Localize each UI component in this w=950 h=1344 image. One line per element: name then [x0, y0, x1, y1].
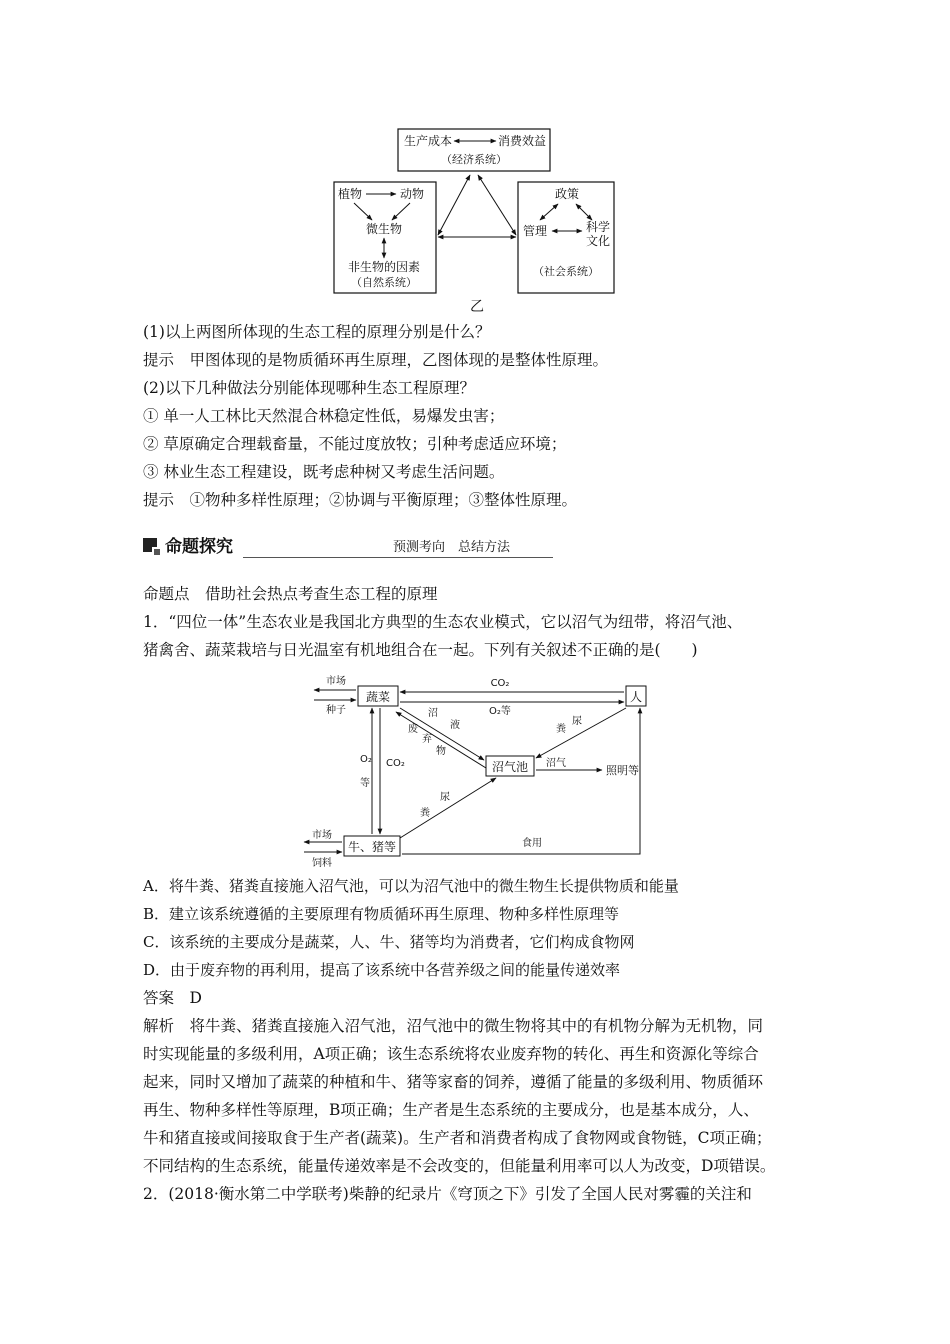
eat-label: 食用 — [522, 838, 542, 849]
consumption-benefit: 消费效益 — [498, 134, 547, 148]
policy: 政策 — [554, 187, 580, 201]
analysis-line-1: 解析 将牛粪、猪粪直接施入沼气池，沼气池中的微生物将其中的有机物分解为无机物，同 — [143, 1017, 764, 1035]
q2-item1: ① 单一人工林比天然混合林稳定性低，易爆发虫害； — [143, 407, 505, 425]
fei-char: 废 — [408, 724, 418, 735]
livestock-niao-char: 尿 — [440, 792, 450, 803]
market-bottom: 市场 — [312, 830, 332, 841]
section-heading — [143, 536, 553, 560]
social-system-label: （社会系统） — [533, 265, 599, 278]
q2-item2: ② 草原确定合理载畜量，不能过度放牧；引种考虑适应环境； — [143, 435, 567, 453]
market-top: 市场 — [326, 676, 346, 687]
biogas-gas: 沼气 — [546, 758, 566, 769]
culture: 文化 — [586, 234, 611, 248]
option-c: C．该系统的主要成分是蔬菜，人、牛、猪等均为消费者，它们构成食物网 — [143, 933, 635, 951]
question1-line2: 猪禽舍、蔬菜栽培与日光温室有机地组合在一起。下列有关叙述不正确的是( ) — [143, 641, 698, 659]
livestock-label: 牛、猪等 — [347, 840, 397, 854]
human-fen-char: 粪 — [556, 724, 566, 735]
option-b: B．建立该系统遵循的主要原理有物质循环再生原理、物种多样性原理等 — [143, 905, 620, 923]
science: 科学 — [586, 220, 611, 234]
co2-vertical: CO₂ — [386, 758, 405, 769]
deng-vertical: 等 — [360, 778, 370, 789]
option-a: A．将牛粪、猪粪直接施入沼气池，可以为沼气池中的微生物生长提供物质和能量 — [143, 877, 679, 895]
analysis-line-4: 再生、物种多样性等原理，B项正确；生产者是生态系统的主要成分，也是基本成分，人、 — [143, 1101, 759, 1119]
answer: 答案 D — [143, 989, 202, 1007]
o2-top: O₂等 — [489, 706, 511, 717]
q1-hint: 提示 甲图体现的是物质循环再生原理，乙图体现的是整体性原理。 — [143, 351, 609, 369]
microbe: 微生物 — [365, 222, 403, 236]
topic-line: 命题点 借助社会热点考查生态工程的原理 — [143, 585, 438, 603]
production-cost: 生产成本 — [404, 134, 453, 148]
q2-item3: ③ 林业生态工程建设，既考虑种树又考虑生活问题。 — [143, 463, 505, 481]
diagram-yi — [330, 125, 620, 315]
zhao-char: 沼 — [428, 708, 438, 719]
human-label: 人 — [629, 690, 643, 704]
feed: 饲料 — [312, 858, 332, 869]
livestock-fen-char: 粪 — [420, 808, 430, 819]
abiotic-factor: 非生物的因素 — [347, 260, 421, 274]
analysis-line-6: 不同结构的生态系统，能量传递效率是不会改变的，但能量利用率可以人为改变，D项错误。 — [143, 1157, 776, 1175]
wu-char: 物 — [436, 746, 446, 757]
vegetable-label: 蔬菜 — [365, 690, 391, 704]
ye-char: 液 — [450, 720, 460, 731]
plant: 植物 — [338, 187, 363, 201]
section-subtitle: 预测考向 总结方法 — [393, 540, 511, 555]
human-niao-char: 尿 — [572, 716, 582, 727]
co2-top: CO₂ — [490, 678, 510, 689]
section-marker-icon — [143, 538, 161, 556]
four-in-one-diagram — [300, 670, 660, 870]
section-rule — [243, 557, 553, 558]
lighting: 照明等 — [606, 764, 639, 777]
option-d: D．由于废弃物的再利用，提高了该系统中各营养级之间的能量传递效率 — [143, 961, 621, 979]
natural-system-label: （自然系统） — [351, 276, 417, 289]
diagram-caption: 乙 — [470, 299, 484, 315]
section-title: 命题探究 — [165, 537, 233, 557]
o2-vertical: O₂ — [360, 754, 372, 765]
question2-line1: 2．(2018·衡水第二中学联考)柴静的纪录片《穹顶之下》引发了全国人民对雾霾的关注和 — [143, 1185, 752, 1203]
question1-line1: 1．“四位一体”生态农业是我国北方典型的生态农业模式，它以沼气为纽带，将沼气池、 — [143, 613, 743, 631]
q2-hint: 提示 ①物种多样性原理；②协调与平衡原理；③整体性原理。 — [143, 491, 578, 509]
animal: 动物 — [400, 187, 425, 201]
qi-char: 弃 — [422, 734, 432, 745]
economic-system-label: （经济系统） — [441, 153, 507, 166]
q2-question: (2)以下几种做法分别能体现哪种生态工程原理？ — [143, 379, 475, 397]
management: 管理 — [523, 224, 548, 238]
biogas-label: 沼气池 — [491, 760, 529, 774]
analysis-line-5: 牛和猪直接或间接取食于生产者(蔬菜)。生产者和消费者构成了食物网或食物链，C项正确； — [143, 1129, 772, 1147]
q1-question: (1)以上两图所体现的生态工程的原理分别是什么？ — [143, 323, 491, 341]
seed: 种子 — [326, 705, 346, 716]
analysis-line-3: 起来，同时又增加了蔬菜的种植和牛、猪等家畜的饲养，遵循了能量的多级利用、物质循环 — [143, 1073, 764, 1091]
analysis-line-2: 时实现能量的多级利用，A项正确；该生态系统将农业废弃物的转化、再生和资源化等综合 — [143, 1045, 759, 1063]
